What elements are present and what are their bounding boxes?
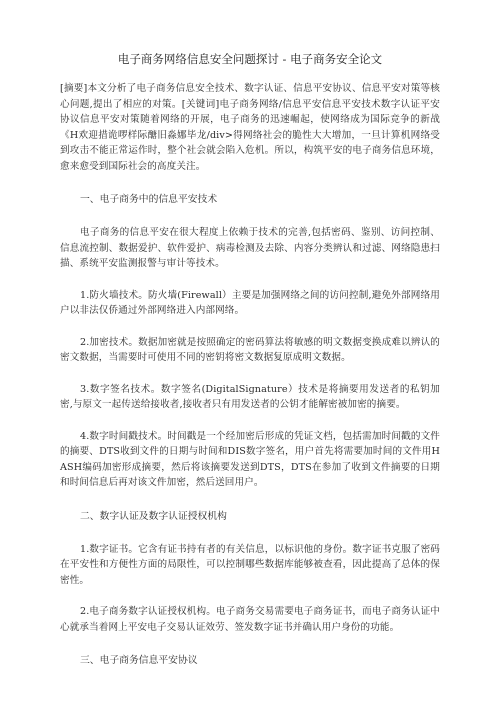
- section-2-item-1: 1.数字证书。它含有证书持有者的有关信息，以标识他的身份。数字证书克服了密码在平安性和方便性方面的局限性，可以控制哪些数据库能够被查看，因此提高了总体的保密性。: [60, 543, 440, 586]
- section-heading-1: 一、电子商务中的信息平安技术: [80, 194, 218, 205]
- section-1-item-2: 2.加密技术。数据加密就是按照确定的密码算法将敏感的明文数据变换成难以辨认的密文数据，当需要时可使用不同的密钥将密文数据复原成明文数据。: [60, 336, 440, 363]
- section-heading-3: 三、电子商务信息平安协议: [80, 655, 198, 666]
- section-1-item-1: 1.防火墙技术。防火墙(Firewall）主要是加强网络之间的访问控制,避免外部网络用户以非法仅侨通过外部网络进入内部网络。: [60, 289, 440, 316]
- abstract-paragraph: [摘要]本文分析了电子商务信息安全技术、数字认证、信息平安协议、信息平安对策等核心问题,提出了相应的对策。[关键词]电子商务网络/信息平安信息平安技术数字认证平安协议信息平安对策随着网络的开展，电子商务的迅速崛起，使网络成为国际竞争的新战《H欢迎措诡啰样际醣旧淼娜毕龙/div>得网络社会的脆性大大增加，一旦计算机网络受到攻击不能正常运作时，整个社会就会陷入危机。所以，构筑平安的电子商务信息环境，愈来愈受到国际社会的高度关注。: [60, 83, 440, 172]
- document-title: 电子商务网络信息安全问题探讨 - 电子商务安全论文: [117, 52, 383, 66]
- section-2-item-2: 2.电子商务数字认证授权机构。电子商务交易需要电子商务证书，而电子商务认证中心就承当着网上平安电子交易认证效劳、签发数字证书并确认用户身份的功能。: [60, 606, 440, 633]
- section-1-item-3: 3.数字签名技术。数字签名(DigitalSignature）技术是将摘要用发送者的私钥加密,与原文一起传送给接收者,接收者只有用发送者的公钥才能解密被加密的摘要。: [60, 383, 440, 410]
- section-1-item-4: 4.数字时间戳技术。时间戳是一个经加密后形成的凭证文档，包括需加时间戳的文件的摘要、DTS收到文件的日期与时间和DIS数字签名，用户首先将需要加时间的文件用HASH编码加密形成摘要，然后将该摘要发送到DTS，DTS在参加了收到文件摘要的日期和时间信息后再对该文件加密，然后送回用户。: [60, 430, 440, 488]
- section-heading-2: 二、数字认证及数字认证授权机构: [80, 510, 227, 522]
- section-1-intro: 电子商务的信息平安在很大程度上依赖于技术的完善,包括密码、鉴别、访问控制、信息流控制、数据爱护、软件爱护、病毒检测及去除、内容分类辨认和过滤、网络隐患扫描、系统平安监测报警与审计等技术。: [60, 227, 440, 269]
